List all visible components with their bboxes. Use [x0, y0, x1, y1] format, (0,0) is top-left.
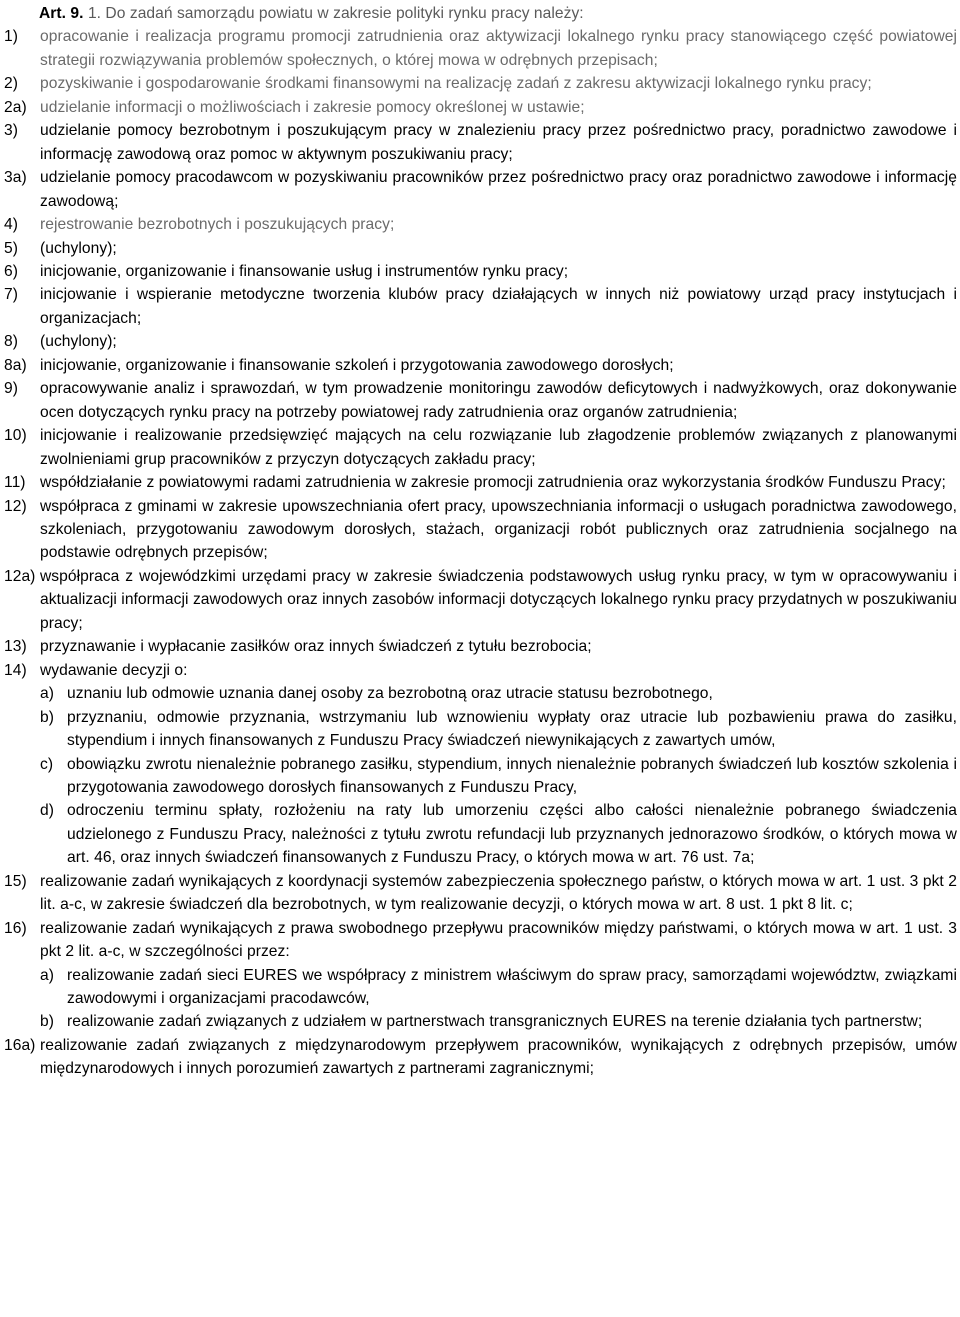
- item-body: [40, 213, 957, 236]
- item-body: [40, 635, 957, 658]
- item-number: 12): [4, 497, 27, 515]
- item-text: udzielanie pomocy bezrobotnym i poszukującym pracy w znalezieniu pracy przez pośrednictwo pracy, poradnictwo zawodowe i informację zawodową oraz pomoc w aktywnym poszukiwaniu pracy;: [40, 122, 957, 163]
- sub-item: [40, 753, 957, 800]
- sub-item: [40, 799, 957, 869]
- item-text: współpraca z gminami w zakresie upowszechniania ofert pracy, upowszechniania informacji o usługach poradnictwa zawodowego, szkoleniach, przygotowaniu zawodowym dorosłych, stażach, organizacji robót publicznych oraz zatrudnienia socjalnego na podstawie odrębnych przepisów;: [40, 497, 957, 562]
- item-text: przyznawanie i wypłacanie zasiłków oraz innych świadczeń z tytułu bezrobocia;: [40, 638, 592, 656]
- list-item: [4, 917, 957, 1034]
- item-body: [40, 377, 957, 424]
- item-text: wydawanie decyzji o:: [40, 661, 188, 679]
- list-item: [4, 283, 957, 330]
- item-body: [40, 471, 957, 494]
- item-number: 9): [4, 380, 18, 398]
- item-text: współpraca z wojewódzkimi urzędami pracy w zakresie świadczenia podstawowych usług rynku pracy, w tym w opracowywaniu i aktualizacji informacji zawodowych oraz innych zasobów informacji dotyczących lokalnego rynku pracy przydatnych w poszukiwaniu pracy;: [40, 567, 957, 632]
- sub-item: [40, 1010, 957, 1033]
- sub-item: [40, 964, 957, 1011]
- item-body: [40, 166, 957, 213]
- article-heading: [4, 2, 957, 25]
- item-text: opracowywanie analiz i sprawozdań, w tym prowadzenie monitoringu zawodów deficytowych i nadwyżkowych, oraz dokonywanie ocen dotyczących rynku pracy na potrzeby powiatowej rady zatrudnienia oraz organów zatrudnienia;: [40, 380, 957, 421]
- article-label: Art. 9.: [39, 5, 84, 22]
- item-text: realizowanie zadań wynikających z koordynacji systemów zabezpieczenia społecznego państw, o których mowa w art. 1 ust. 3 pkt 2 lit. a-c, w zakresie świadczeń dla bezrobotnych, w tym realizowanie decyzji, o których mowa w art. 8 ust. 1 pkt 8 lit. c;: [40, 872, 957, 914]
- item-text: udzielanie pomocy pracodawcom w pozyskiwaniu pracowników przez pośrednictwo pracy oraz poradnictwo zawodowe i informację zawodową;: [40, 169, 957, 210]
- item-text: rejestrowanie bezrobotnych i poszukujących pracy;: [40, 216, 395, 234]
- sub-item-text: przyznaniu, odmowie przyznania, wstrzymaniu lub wznowieniu wypłaty oraz utracie lub pozbawieniu prawa do zasiłku, stypendium i innych finansowanych z Funduszu Pracy świadczeń niewynikających z zawartych umów,: [67, 708, 957, 750]
- item-number: 7): [4, 286, 18, 304]
- item-body: [40, 237, 957, 260]
- sub-item-text: realizowanie zadań związanych z udziałem w partnerstwach transgranicznych EURES na terenie działania tych partnerstw;: [67, 1013, 923, 1031]
- item-text: realizowanie zadań związanych z międzynarodowym przepływem pracowników, wynikających z odrębnych przepisów, umów międzynarodowych i innych porozumień zawartych z partnerami zagranicznymi;: [40, 1036, 957, 1078]
- list-item: [4, 495, 957, 565]
- list-item: [4, 635, 957, 658]
- item-text: (uchylony);: [40, 239, 117, 257]
- item-number: 8a): [4, 356, 27, 374]
- item-body: [40, 25, 957, 72]
- list-item: [4, 237, 957, 260]
- item-body: [40, 917, 957, 1034]
- item-number: 3): [4, 122, 18, 140]
- list-item: [4, 166, 957, 213]
- sub-item-text: uznaniu lub odmowie uznania danej osoby za bezrobotną oraz utracie statusu bezrobotnego,: [67, 685, 713, 703]
- item-number: 16): [4, 919, 27, 937]
- item-number: 5): [4, 239, 18, 257]
- item-number: 13): [4, 638, 27, 656]
- item-number: 10): [4, 427, 27, 445]
- list-item: [4, 377, 957, 424]
- sub-item: [40, 682, 957, 705]
- item-text: opracowanie i realizacja programu promocji zatrudnienia oraz aktywizacji lokalnego rynku pracy stanowiącego część powiatowej strategii rozwiązywania problemów społecznych, o której mowa w odrębnych przepisach;: [40, 28, 957, 69]
- item-number: 1): [4, 28, 18, 46]
- item-text: inicjowanie i wspieranie metodyczne tworzenia klubów pracy działających w innych niż powiatowy urząd pracy instytucjach i organizacjach;: [40, 286, 957, 327]
- item-number: 2a): [4, 98, 27, 116]
- list-item: [4, 213, 957, 236]
- item-number: 4): [4, 216, 18, 234]
- list-item: [4, 424, 957, 471]
- list-item: [4, 1034, 957, 1081]
- item-body: [40, 565, 957, 635]
- item-text: realizowanie zadań wynikających z prawa swobodnego przepływu pracowników między państwami, o których mowa w art. 1 ust. 3 pkt 2 lit. a-c, w szczególności przez:: [40, 919, 957, 961]
- item-text: inicjowanie i realizowanie przedsięwzięć mających na celu rozwiązanie lub złagodzenie problemów związanych z planowanymi zwolnieniami grup pracowników z przyczyn dotyczących zakładu pracy;: [40, 427, 957, 468]
- item-number: 3a): [4, 169, 27, 187]
- item-body: [40, 330, 957, 353]
- item-body: [40, 96, 957, 119]
- sub-item-letter: a): [40, 685, 54, 703]
- sub-item-text: odroczeniu terminu spłaty, rozłożeniu na raty lub umorzeniu części albo całości nienależnie pobranego świadczenia udzielonego z Funduszu Pracy, należności z tytułu zwrotu refundacji lub przyznanych jednorazowo środków, o których mowa w art. 46, oraz innych świadczeń finansowanych z Funduszu Pracy, o których mowa w art. 76 ust. 7a;: [67, 802, 957, 867]
- item-number: 16a): [4, 1036, 36, 1054]
- list-item: [4, 260, 957, 283]
- item-body: [40, 659, 957, 870]
- list-item: [4, 72, 957, 95]
- list-item: [4, 659, 957, 870]
- article-intro: 1. Do zadań samorządu powiatu w zakresie polityki rynku pracy należy:: [87, 5, 584, 22]
- sub-item-text: obowiązku zwrotu nienależnie pobranego zasiłku, stypendium, innych nienależnie pobranych świadczeń lub kosztów szkolenia i przygotowania zawodowego dorosłych finansowanych z Funduszu Pracy,: [67, 755, 957, 796]
- item-number: 14): [4, 661, 27, 679]
- sub-item-letter: b): [40, 708, 54, 726]
- item-number: 6): [4, 262, 18, 280]
- sub-item-text: realizowanie zadań sieci EURES we współpracy z ministrem właściwym do spraw pracy, samorządami województw, związkami zawodowymi i organizacjami pracodawców,: [67, 966, 957, 1008]
- items-list: [4, 25, 957, 1080]
- list-item: [4, 330, 957, 353]
- item-number: 8): [4, 333, 18, 351]
- item-body: [40, 354, 957, 377]
- list-item: [4, 25, 957, 72]
- item-body: [40, 283, 957, 330]
- item-number: 11): [4, 474, 26, 492]
- item-body: [40, 260, 957, 283]
- item-text: inicjowanie, organizowanie i finansowanie szkoleń i przygotowania zawodowego dorosłych;: [40, 356, 674, 374]
- sub-item: [40, 706, 957, 753]
- item-text: pozyskiwanie i gospodarowanie środkami finansowymi na realizację zadań z zakresu aktywizacji lokalnego rynku pracy;: [40, 75, 872, 93]
- item-number: 2): [4, 75, 18, 93]
- item-body: [40, 424, 957, 471]
- item-body: [40, 495, 957, 565]
- item-body: [40, 1034, 957, 1081]
- item-text: (uchylony);: [40, 333, 117, 351]
- list-item: [4, 870, 957, 917]
- sub-item-letter: a): [40, 966, 54, 984]
- item-body: [40, 870, 957, 917]
- list-item: [4, 354, 957, 377]
- list-item: [4, 565, 957, 635]
- item-number: 12a): [4, 567, 36, 585]
- list-item: [4, 119, 957, 166]
- sub-item-letter: d): [40, 802, 54, 820]
- sub-item-letter: b): [40, 1013, 54, 1031]
- item-text: współdziałanie z powiatowymi radami zatrudnienia w zakresie promocji zatrudnienia oraz wykorzystania środków Funduszu Pracy;: [40, 474, 946, 492]
- sub-item-letter: c): [40, 755, 54, 773]
- list-item: [4, 471, 957, 494]
- item-body: [40, 119, 957, 166]
- item-body: [40, 72, 957, 95]
- item-text: inicjowanie, organizowanie i finansowanie usług i instrumentów rynku pracy;: [40, 262, 569, 280]
- item-number: 15): [4, 872, 27, 890]
- item-text: udzielanie informacji o możliwościach i zakresie pomocy określonej w ustawie;: [40, 98, 585, 116]
- list-item: [4, 96, 957, 119]
